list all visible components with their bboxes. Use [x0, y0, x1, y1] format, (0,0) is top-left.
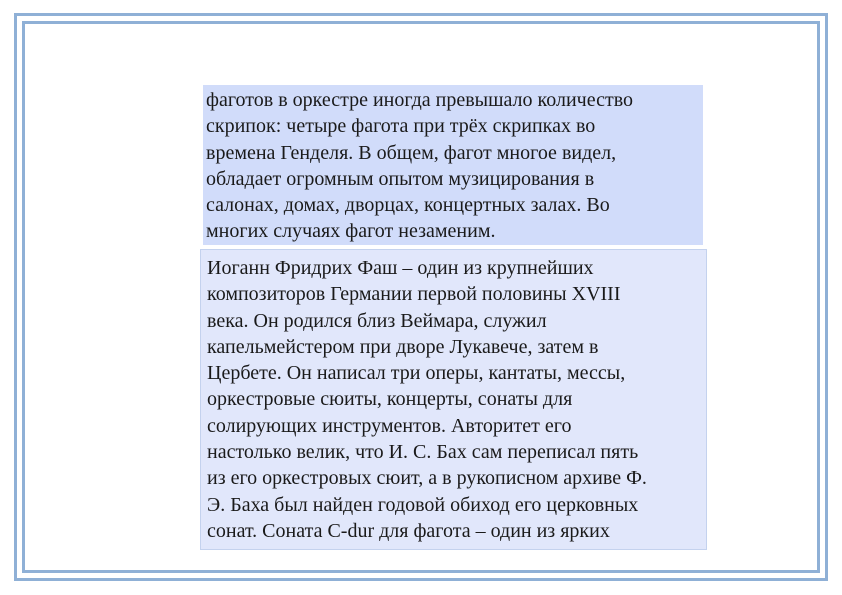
text-line: скрипок: четыре фагота при трёх скрипках во: [206, 115, 596, 138]
text-line: Иоганн Фридрих Фаш – один из крупнейших: [207, 257, 594, 279]
text-line: настолько велик, что И. С. Бах сам переписал пять: [207, 441, 639, 464]
text-line: фаготов в оркестре иногда превышало количество: [206, 89, 634, 111]
text-line: многих случаях фагот незаменим.: [206, 220, 496, 243]
text-line: обладает огромным опытом музицирования в: [206, 167, 595, 190]
text-line: композиторов Германии первой половины XVIII: [207, 283, 621, 306]
text-line: капельмейстером при дворе Лукавече, затем в: [207, 335, 599, 358]
text-line: салонах, домах, дворцах, концертных залах. Во: [206, 194, 610, 217]
text-line: сонат. Соната C-dur для фагота – один из ярких: [207, 519, 610, 542]
text-box-bottom[interactable]: [200, 249, 707, 550]
text-line: времена Генделя. В общем, фагот многое видел,: [206, 141, 617, 164]
text-line: из его оркестровых сюит, а в рукописном архиве Ф.: [207, 467, 647, 490]
text-line: оркестровые сюиты, концерты, сонаты для: [207, 388, 573, 411]
text-box-top[interactable]: [203, 85, 703, 245]
text-line: Цербете. Он написал три оперы, кантаты, мессы,: [207, 362, 626, 385]
text-line: солирующих инструментов. Авторитет его: [207, 414, 572, 437]
text-line: века. Он родился близ Веймара, служил: [207, 309, 547, 332]
text-line: Э. Баха был найден годовой обиход его церковных: [207, 493, 639, 516]
